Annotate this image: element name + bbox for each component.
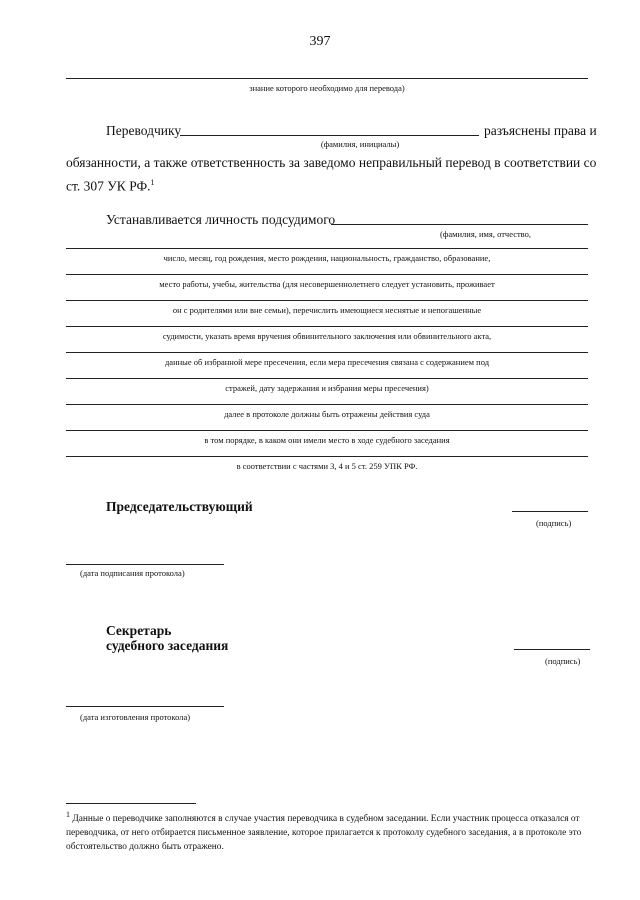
footnote-text: Данные о переводчике заполняются в случае участия переводчика в судебном заседании. Если участник процесса отказался от переводчика, от него отбирается письменное заявление, которое прилагается к протоколу судебного заседания, а в протоколе это обстоятельство должно быть отражено. bbox=[66, 814, 582, 853]
defendant-caption: данные об избранной мере пресечения, если мера пресечения связана с содержанием под bbox=[164, 357, 490, 367]
footnote-ref: 1 bbox=[150, 178, 155, 187]
translator-article-text: ст. 307 УК РФ.$^1$ bbox=[66, 178, 155, 194]
translator-rights-text: разъяснены права и bbox=[484, 123, 597, 138]
footnote-separator bbox=[66, 803, 196, 804]
secretary-signature-caption: (подпись) bbox=[545, 656, 581, 666]
footnote-mark: 1 bbox=[66, 810, 70, 819]
presiding-label: Председательствующий bbox=[106, 499, 253, 514]
translator-duties-text: обязанности, а также ответственность за заведомо неправильный перевод в соответствии со bbox=[66, 155, 597, 170]
secretary-date-line bbox=[66, 706, 224, 707]
defendant-caption: в том порядке, в каком они имели место в ходе судебного заседания bbox=[204, 435, 450, 445]
defendant-caption: стражей, дату задержания и избрания меры пресечения) bbox=[225, 383, 429, 393]
defendant-line bbox=[66, 300, 588, 301]
translator-name-line bbox=[180, 135, 479, 136]
top-caption: знание которого необходимо для перевода) bbox=[249, 83, 405, 93]
defendant-line bbox=[66, 326, 588, 327]
defendant-name-line bbox=[331, 224, 588, 225]
defendant-caption: в соответствии с частями 3, 4 и 5 ст. 259 УПК РФ. bbox=[236, 461, 418, 471]
secretary-label-cont: судебного заседания bbox=[106, 638, 229, 653]
defendant-caption: место работы, учебы, жительства (для несовершеннолетнего следует установить, проживает bbox=[159, 279, 495, 289]
secretary-signature-line bbox=[514, 649, 590, 650]
presiding-signature-caption: (подпись) bbox=[536, 518, 572, 528]
secretary-label: Секретарь bbox=[106, 623, 172, 638]
presiding-signature-line bbox=[512, 511, 588, 512]
defendant-line bbox=[66, 274, 588, 275]
page-number: 397 bbox=[309, 34, 331, 49]
defendant-line bbox=[66, 430, 588, 431]
defendant-line bbox=[66, 456, 588, 457]
defendant-label: Устанавливается личность подсудимого bbox=[106, 212, 336, 227]
defendant-caption: он с родителями или вне семьи), перечислить имеющиеся неснятые и непогашенные bbox=[172, 305, 482, 315]
defendant-caption: судимости, указать время вручения обвинительного заключения или обвинительного акта, bbox=[162, 331, 492, 341]
footnote bbox=[66, 808, 600, 854]
defendant-line bbox=[66, 352, 588, 353]
translator-caption: (фамилия, инициалы) bbox=[320, 139, 400, 149]
defendant-caption: далее в протоколе должны быть отражены действия суда bbox=[224, 409, 430, 419]
secretary-date-caption: (дата изготовления протокола) bbox=[80, 712, 191, 722]
presiding-date-caption: (дата подписания протокола) bbox=[80, 568, 185, 578]
translator-label: Переводчику bbox=[106, 123, 182, 138]
presiding-date-line bbox=[66, 564, 224, 565]
defendant-caption: число, месяц, год рождения, место рождения, национальность, гражданство, образование, bbox=[163, 253, 491, 263]
defendant-line bbox=[66, 404, 588, 405]
defendant-line bbox=[66, 248, 588, 249]
defendant-line bbox=[66, 378, 588, 379]
top-blank-line bbox=[66, 78, 588, 79]
defendant-caption-name: (фамилия, имя, отчество, bbox=[440, 229, 532, 239]
